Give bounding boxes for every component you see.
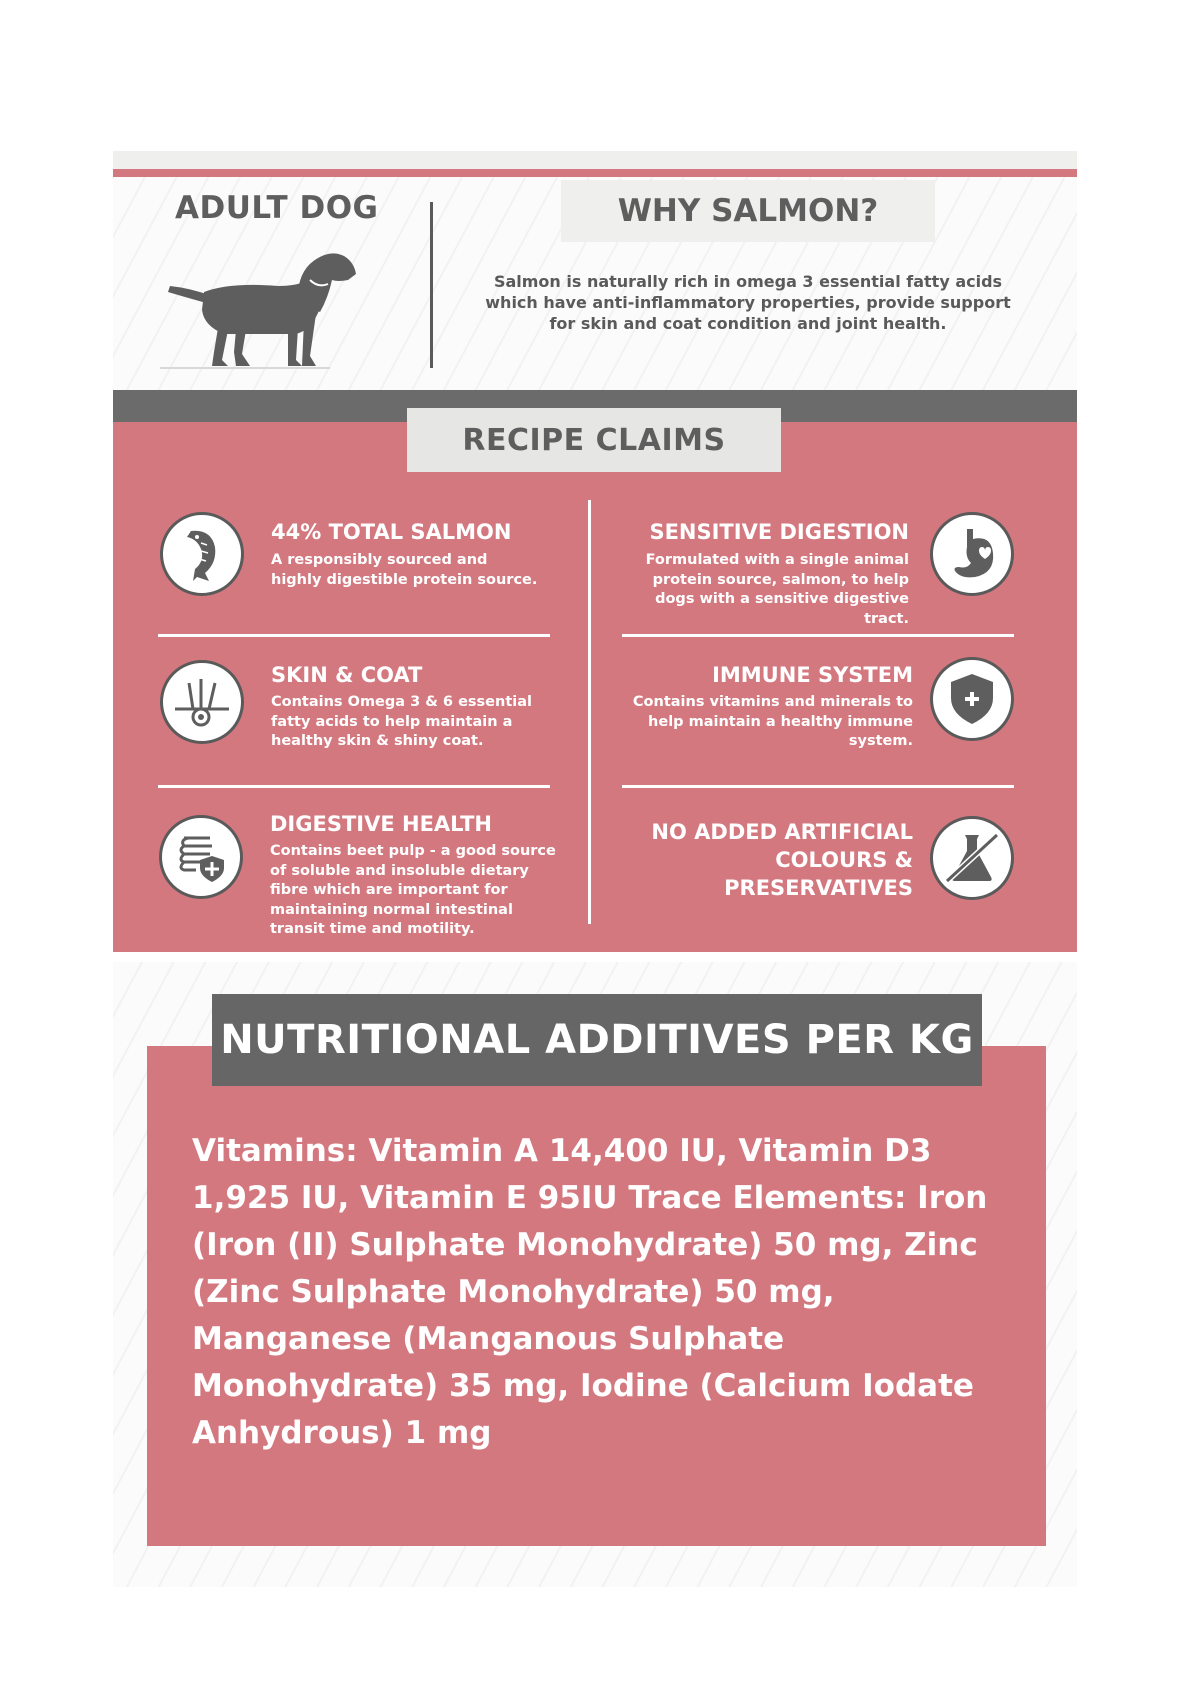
nutrition-title-box [212, 994, 982, 1086]
claim-title: 44% TOTAL SALMON [271, 520, 512, 544]
top-divider [430, 202, 433, 368]
claims-separator [622, 785, 1014, 788]
claim-title: IMMUNE SYSTEM [712, 663, 913, 687]
hair-follicle-icon [160, 660, 244, 744]
claim-text: A responsibly sourced and highly digestible protein source. [271, 552, 538, 588]
claims-center-divider [588, 500, 591, 924]
why-salmon-title: WHY SALMON? [617, 193, 879, 229]
claim-text: Contains vitamins and minerals to help maintain a healthy immune system. [632, 694, 913, 749]
nutrition-text: Vitamins: Vitamin A 14,400 IU, Vitamin D3 1,925 IU, Vitamin E 95IU Trace Elements: Iron (Iron (II) Sulphate Monohydrate) 50 mg, Zinc (Zinc Sulphate Monohydrate) 50 mg, Manganese (Manganous Sulphate Monohydrate) 35 mg, Iodine (Calcium Iodate Anhydrous) 1 mg [192, 1133, 988, 1451]
claim-title: NO ADDED ARTIFICIAL COLOURS & PRESERVATIVES [651, 820, 913, 900]
claim-text: Formulated with a single animal protein source, salmon, to help dogs with a sensitive digestive tract. [645, 552, 909, 627]
salmon-icon [160, 512, 244, 596]
recipe-claims-box [407, 408, 781, 472]
stomach-heart-icon [930, 512, 1014, 596]
claim-title: SENSITIVE DIGESTION [649, 520, 909, 544]
nutrition-title: NUTRITIONAL ADDITIVES PER KG [220, 1017, 974, 1063]
why-salmon-box [561, 180, 935, 242]
claim-text: Contains beet pulp - a good source of soluble and insoluble dietary fibre which are important for maintaining normal intestinal transit time and motility. [270, 843, 556, 937]
shield-plus-icon [930, 657, 1014, 741]
no-flask-icon [930, 816, 1014, 900]
claim-text: Contains Omega 3 & 6 essential fatty acids to help maintain a healthy skin & shiny coat. [271, 694, 532, 749]
dog-icon [160, 240, 360, 375]
claims-separator [158, 785, 550, 788]
claim-title: SKIN & COAT [271, 663, 423, 687]
recipe-claims-title: RECIPE CLAIMS [462, 422, 726, 458]
adult-dog-title: ADULT DOG [175, 190, 379, 226]
claims-separator [158, 634, 550, 637]
top-band [113, 151, 1077, 169]
claims-separator [622, 634, 1014, 637]
why-salmon-text: Salmon is naturally rich in omega 3 essential fatty acids which have anti-inflammatory properties, provide support for skin and coat condition and joint health. [485, 272, 1011, 333]
top-accent-line [113, 169, 1077, 177]
claim-title: DIGESTIVE HEALTH [270, 812, 492, 836]
intestine-icon [159, 815, 243, 899]
